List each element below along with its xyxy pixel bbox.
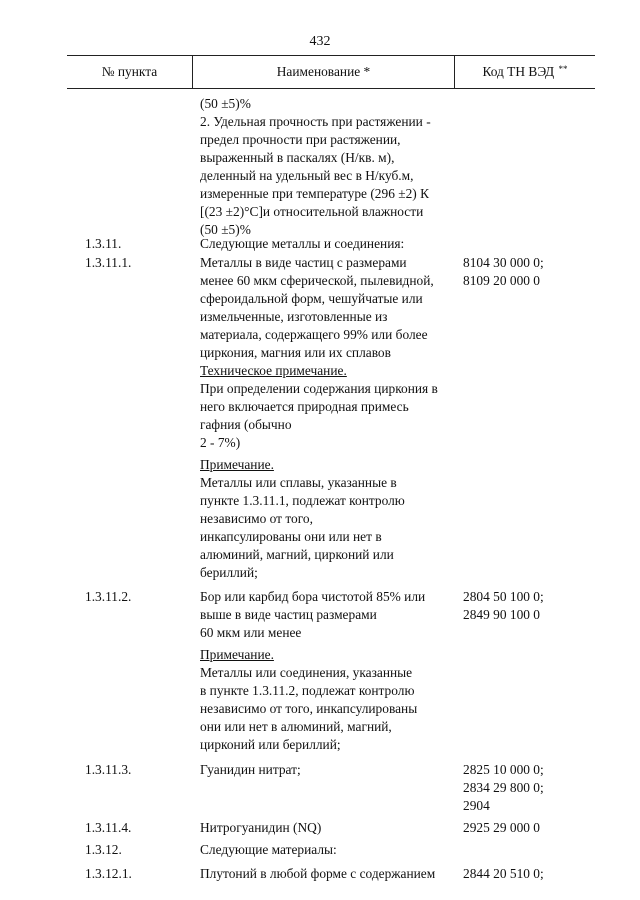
row-code: 2844 20 510 0; [463, 866, 544, 881]
row-name-line: Следующие материалы: [200, 842, 337, 857]
row-name-line: циркония, магния или их сплавов [200, 345, 391, 360]
header-code-label: Код ТН ВЭД [482, 64, 555, 79]
note-line: 2 - 7%) [200, 435, 241, 450]
note-line: гафния (обычно [200, 417, 292, 432]
page-number: 432 [309, 34, 331, 49]
row-code: 2825 10 000 0; [463, 762, 544, 777]
row-code: 8109 20 000 0 [463, 273, 540, 288]
note-line: алюминий, магний, цирконий или [200, 547, 394, 562]
row-code: 2904 [463, 798, 490, 813]
row-name-line: Нитрогуанидин (NQ) [200, 820, 322, 835]
row-name-line: [(23 ±2)°С]и относительной влажности [200, 204, 424, 219]
note-line: независимо от того, [200, 511, 313, 526]
row-name-line: Металлы в виде частиц с размерами [200, 255, 407, 270]
note-line: При определении содержания циркония в [200, 381, 438, 396]
row-name-line: выше в виде частиц размерами [200, 607, 377, 622]
row-name-line: выраженный в паскалях (Н/кв. м), [200, 150, 395, 165]
row-number: 1.3.11. [85, 236, 122, 251]
header-number-label: № пункта [101, 64, 158, 79]
row-name-line: измельченные, изготовленные из [200, 309, 388, 324]
header-code-mark: ** [558, 64, 568, 74]
table-header [67, 55, 595, 89]
note-line: бериллий; [200, 565, 258, 580]
note-line: в пункте 1.3.11.2, подлежат контролю [200, 683, 415, 698]
note-line: Металлы или соединения, указанные [200, 665, 413, 680]
row-code: 2849 90 100 0 [463, 607, 540, 622]
row-name-line: материала, содержащего 99% или более [200, 327, 428, 342]
row-name-line: Плутоний в любой форме с содержанием [200, 866, 436, 881]
row-name-line: (50 ±5)% [200, 222, 251, 237]
row-name-line: сфероидальной форм, чешуйчатые или [200, 291, 423, 306]
row-name-line: Следующие металлы и соединения: [200, 236, 405, 251]
note-line: независимо от того, инкапсулированы [200, 701, 418, 716]
header-name-mark: * [363, 64, 371, 79]
row-code: 2925 29 000 0 [463, 820, 540, 835]
row-number: 1.3.12.1. [85, 866, 132, 881]
note-line: они или нет в алюминий, магний, [200, 719, 392, 734]
header-number-column [67, 56, 193, 88]
header-code-column [455, 56, 595, 88]
note-line: инкапсулированы они или нет в [200, 529, 382, 544]
row-name-line: Бор или карбид бора чистотой 85% или [200, 589, 426, 604]
row-number: 1.3.12. [85, 842, 122, 857]
note-title: Техническое примечание. [200, 363, 347, 378]
row-number: 1.3.11.1. [85, 255, 132, 270]
note-line: Металлы или сплавы, указанные в [200, 475, 397, 490]
note-title: Примечание. [200, 647, 274, 662]
note-line: цирконий или бериллий; [200, 737, 341, 752]
row-number: 1.3.11.2. [85, 589, 132, 604]
row-name-line: Гуанидин нитрат; [200, 762, 301, 777]
row-name-line: 60 мкм или менее [200, 625, 302, 640]
row-name-line: деленный на удельный вес в Н/куб.м, [200, 168, 414, 183]
row-code: 2834 29 800 0; [463, 780, 544, 795]
row-name-line: предел прочности при растяжении, [200, 132, 401, 147]
note-line: него включается природная примесь [200, 399, 409, 414]
row-name-line: 2. Удельная прочность при растяжении - [200, 114, 431, 129]
row-name-line: (50 ±5)% [200, 96, 251, 111]
note-title: Примечание. [200, 457, 274, 472]
header-name-column [193, 56, 455, 88]
row-name-line: измеренные при температуре (296 ±2) К [200, 186, 430, 201]
row-number: 1.3.11.4. [85, 820, 132, 835]
row-number: 1.3.11.3. [85, 762, 132, 777]
row-code: 2804 50 100 0; [463, 589, 544, 604]
header-name-label: Наименование [276, 64, 361, 79]
row-code: 8104 30 000 0; [463, 255, 544, 270]
row-name-line: менее 60 мкм сферической, пылевидной, [200, 273, 434, 288]
note-line: пункте 1.3.11.1, подлежат контролю [200, 493, 405, 508]
